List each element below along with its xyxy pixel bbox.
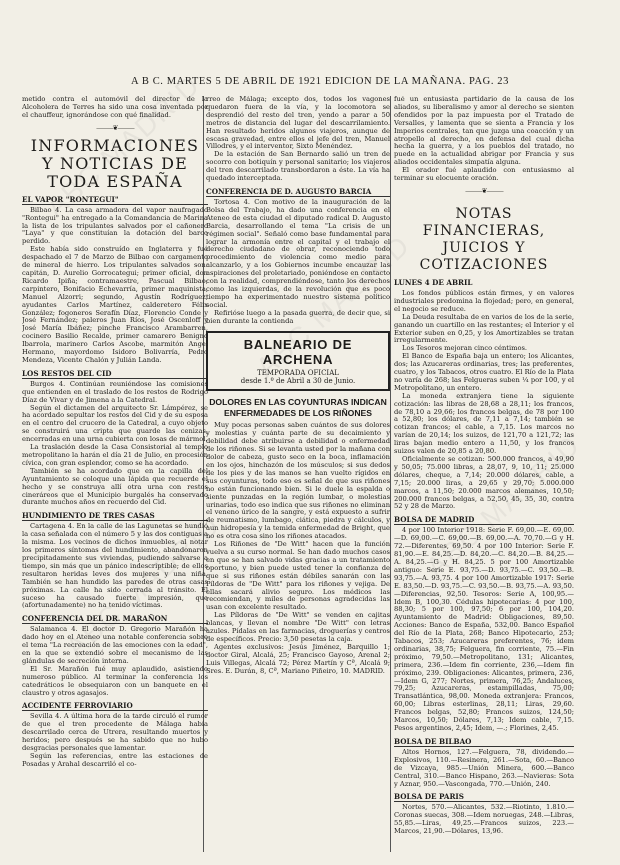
advert-title: BALNEARIO DE ARCHENA xyxy=(243,337,353,368)
paragraph: Refirióse luego a la pasada guerra, de decir que, si bien durante la contienda xyxy=(206,308,390,325)
quotes-block: Altos Hornos, 127.—Felguera, 78, dividendo.—Explosivos, 110.—Resinera, 261.—Sota, 60.—Banco de Vizcaya, 985.—Unión Minera, 600.—Banco Central, 310.—Banco Hispano, 263.—Navieras: Sota y Aznar, 950.—Vascongada, 770.—Unión, 240. xyxy=(394,747,574,788)
news-heading: BOLSA DE PARIS xyxy=(394,792,574,802)
advert-headline: DOLORES EN LAS COYUNTURAS INDICAN ENFERMEDADES DE LOS RIÑONES xyxy=(209,397,387,418)
paragraph: metido contra el automóvil del director de la Alcoholera de Terres ha sido una cosa inventada por el chauffeur, ignorándose con qué finalidad. xyxy=(22,96,208,119)
paragraph: La traslación desde la Casa Consistorial al templo metropolitano la harán el día 21 de Julio, en procesión cívica, con gran esplendor, como se ha acordado. xyxy=(22,443,208,467)
paragraph: El Sr. Marañón fué muy aplaudido, asistiendo numeroso público. Al terminar la conferencia los catedráticos le obsequiaron con un banquete en el claustro y otros agasajos. xyxy=(22,664,208,697)
column-rule xyxy=(390,96,391,852)
news-heading: CONFERENCIA DEL DR. MARAÑON xyxy=(22,614,208,624)
news-heading: EL VAPOR "RONTEGUI" xyxy=(22,195,208,205)
paragraph: Sevilla 4. A última hora de la tarde circuló el rumor de que el tren procedente de Málaga había descarrilado cerca de Utrera, resultando muertos y heridos; pero después se ha sabido que no hubo desgracias personales que lamentar. xyxy=(22,712,208,753)
paragraph: De la estación de San Bernardo salió un tren de socorro con botiquín y personal sanitario; los viajeros del tren descarrilado transbordaron a éste. La vía ha quedado interceptada. xyxy=(206,150,390,183)
paragraph: Oficialmente se cotizan: 500.000 francos, a 49,90 y 50,05; 75.000 libras, a 28,07, 9, 10, 11; 25.000 dólares, cheque, a 7,14; 20.000 dólares, cable, a 7,15; 20.000 liras, a 29,65 y 29,70; 5.000.000 marcos, a 11,50; 20.000 marcos alemanes, 10,50; 200.000 francos belgas, a 52,50, 45, 35, 30, contra 52 y 28 de Marzo. xyxy=(394,455,574,511)
news-heading: BOLSA DE MADRID xyxy=(394,515,574,525)
paragraph: Agentes exclusivos: Jesús Jiménez, Barquillo 1; doctor Giral, Alcalá, 25; Francisco Gayoso, Arenal 2; Luis Villegas, Alcalá 72; Pérez Martín y Cª, Alcalá 9; Sres. E. Durán, 8, Cª, Mariano Piñeiro, 10. MADRID. xyxy=(206,642,390,675)
paragraph: Bilbao 4. La casa armadora del vapor naufragado "Rontegui" ha entregado a la Comandancia de Marina la lista de los tripulantes salvados por el cañonero "Laya" y que constituían la dotación del barco perdido. xyxy=(22,205,208,246)
paragraph: Tortosa 4. Con motivo de la inauguración de la Bolsa del Trabajo, ha dado una conferencia en el Ateneo de esta ciudad el diputado radical D. Augusto Barcia, desarrollando el tema "La crisis de un régimen social". Señaló como base fundamental para lograr la armonía entre el capital y el trabajo el derecho ciudadano de obrar, reconociendo todo procedimiento de violencia como medio para alcanzarlo, y a los Gobiernos incumbe encauzar las aspiraciones del proletariado, poniéndose en contacto con la realidad, comprendiéndose, tanto los derechos como las izquierdas, de la revolución que es poco tiempo ha experimentado nuestro sistema político social. xyxy=(206,197,390,309)
quotes-block: Nortes, 570.—Alicantes, 532.—Riotinto, 1.810.—Coronas suecas, 308.—Idem noruegas, 248.—Libras, 55,85.—Liras, 49,25.—Francos suizos, 223.—Marcos, 21,90.—Dólares, 13,96. xyxy=(394,803,574,836)
paragraph: Cartagena 4. En la calle de las Lagunetas se hundió la casa señalada con el número 5 y las dos contiguas a la misma. Los vecinos de dichos inmuebles, al notar los primeros síntomas del hundimiento, abandonaron precipitadamente sus viviendas, pudiendo salvarse a tiempo, sin más que un pánico indescriptible; de ellos resultaron heridas leves dos mujeres y una niña. También se han hundido las paredes de otras casas próximas. La calle ha sido cerrada al tránsito. El suceso ha causado fuerte impresión, que (afortunadamente) no ha tenido víctimas. xyxy=(22,522,208,610)
date-heading: LUNES 4 DE ABRIL xyxy=(394,277,473,287)
paragraph: Las Píldoras de "De Witt" se venden en cajitas blancas, y llevan el nombre "De Witt" con letras azules. Pídalas en las farmacias, droguerías y centros de específicos. Precio: 3,50 pesetas la caja. xyxy=(206,611,390,643)
paragraph: El orador fué aplaudido con entusiasmo al terminar su elocuente oración. xyxy=(394,166,574,183)
paragraph: Los Riñones de "De Witt" hacen que la función vuelva a su curso normal. Se han dado muchos casos en que se han salvado vidas gracias a un tratamiento oportuno, y bien puede usted tener la confianza de que si sus riñones están débiles sanarán con las Píldoras de "De Witt" para los riñones y vejiga. De ellas sacará alivio seguro. Los médicos las recomiendan, y miles de personas agradecidas las usan con excelente resultado. xyxy=(206,540,390,612)
advert-subtitle: TEMPORADA OFICIAL xyxy=(257,369,339,378)
news-heading: LOS RESTOS DEL CID xyxy=(22,369,208,379)
ornament: ⸻❦⸻ xyxy=(465,186,503,195)
paragraph: Muy pocas personas saben cuántos de sus dolores y molestias y cuánta parte de su decaimiento y debilidad debe atribuirse a debilidad o enfermedad de los riñones. Si se levanta usted por la mañana con dolor de cabeza, gusto seco en la boca, inflamación en los ojos, hinchazón de los músculos; si sus dedos de los pies y de las manos se han vuelto rígidos en sus coyunturas, todo eso es señal de que sus riñones no están funcionando bien. Si le duele la espalda o siente punzadas en la región lumbar, o molestias urinarias, todo eso indica que sus riñones no eliminan el veneno úrico de la sangre, y está expuesto a sufrir de reumatismo, lumbago, ciática, piedra y cálculos, y aun hidropesía y la temida enfermedad de Bright, que no es otra cosa sino los riñones atacados. xyxy=(206,421,390,541)
paragraph: Los Tesoros mejoran cinco céntimos. xyxy=(402,344,528,353)
section-headline: INFORMACIONES Y NOTICIAS DE TODA ESPAÑA xyxy=(30,135,200,191)
news-heading: HUNDIMIENTO DE TRES CASAS xyxy=(22,511,208,521)
news-heading: CONFERENCIA DE D. AUGUSTO BARCIA xyxy=(206,187,390,197)
news-heading: ACCIDENTE FERROVIARIO xyxy=(22,701,208,711)
column-2 xyxy=(206,96,390,856)
ornament: ⸻❦⸻ xyxy=(96,123,134,132)
paragraph: fué un entusiasta partidario de la causa de los aliados, su liberalismo y amor al derecho se sienten ofendidos por la paz impuesta por el Tratado de Versalles, y lamenta que se sienta a Francia y los Imperios centrales, tan que juzga una coacción y un atropello al derecho, en defensa del cual dicha hecha la guerra, y a los pueblos del tratado, no puede en la actualidad abrigar por Francia y sus aliados occidentales simpatía alguna. xyxy=(394,96,574,167)
paragraph: Salamanca 4. El doctor D. Gregorio Marañón ha dado hoy en el Ateneo una notable conferencia sobre el tema "La recreación de las emociones con la edad", en la que se extendió sobre el mecanismo de las glándulas de secreción interna. xyxy=(22,625,208,665)
paragraph: Este había sido construído en Inglaterra y fué despachado el 7 de Marzo de Bilbao con cargamento de mineral de hierro. Los tripulantes salvados son: capitán, D. Aurelio Gorrocategui; primer oficial, don Ricardo Ipiña; contramaestre, Pascual Bilbao; carpintero, Bonifacio Echevarría, primer maquinista, Manuel Alzorri; segundo, Agustín Rodríguez; ayudantes Carlos Martínez, calderetero Félix González; fogoneros Serafín Díaz, Florencio Conde y José Fernández; paleros Juan Ríos, José Oscenloff y José María Ibáñez; pinche Francisco Arambarren, cocinero Basilio Recalde, primer camarero Benigno Ibarrola, marinero Carlos Ascobe, marmitón Angel Hermano, mayordomo Isidoro Bolivarría, Pedro Mendeza, Vicente Chalón y Julián Landa. xyxy=(22,245,208,364)
paragraph: La moneda extranjera tiene la siguiente cotización: las libras de 28,68 a 28,11; los francos, de 78,10 a 29,66; los francos belgas, de 78 por 100 a 52,80; los dólares, de 7,11 a 7,14; también se cotizan francos; el cable, a 7,15. Los marcos no varían de 20,14; los suizos, de 121,70 a 121,72; las liras bajan medio entero a 11,50, y los francos suizos valen de 20,85 a 20,80. xyxy=(394,391,574,456)
news-heading: BOLSA DE BILBAO xyxy=(394,737,574,747)
page-header: A B C. MARTES 5 DE ABRIL DE 1921 EDICION DE LA MAÑANA. PAG. 23 xyxy=(131,76,509,87)
paragraph: La Deuda resultaba de en varios de los de la serie, ganando un cuartillo en las restantes; el Interior y el Exterior suben en 0,25, y los Amortizables se tratan irregularmente. xyxy=(394,312,574,345)
advert-dates: desde 1.º de Abril a 30 de Junio. xyxy=(240,377,356,386)
paragraph: El Banco de España baja un entero; los Alicantes, dos; las Azucareras ordinarias, tres; las preferentes, cuatro, y los Tabacos, otros cuatro. El Río de la Plata no varía de 268; las Felgueras suben ¼ por 100, y el Metropolitano, un entero. xyxy=(394,352,574,392)
paragraph: Según las referencias, entre las estaciones de Posadas y Arahal descarriló el co- xyxy=(22,752,208,768)
paragraph: Burgos 4. Continúan reuniéndose las comisiones que entienden en el traslado de los restos de Rodrigo Díaz de Vivar y de Jimena a la Catedral. xyxy=(22,379,208,404)
paragraph: Los fondos públicos están firmes, y en valores industriales predomina la flojedad; pero, en general, el negocio se reduce. xyxy=(394,288,574,313)
paragraph: También se ha acordado que en la capilla del Ayuntamiento se coloque una lápida que recuerde el hecho y se construya allí otra urna con restos cineráreos que el Municipio burgalés ha conservado durante muchos años en recuerdo del Cid. xyxy=(22,466,208,507)
paragraph: Según el dictamen del arquitecto Sr. Lámpérez, se ha acordado sepultar los restos del Cid y de su esposa en el centro del crucero de la Catedral, a cuyo objeto se construirá una cripta que guarde las cenizas, encerradas en una urna cubierta con losas de mármol. xyxy=(22,403,208,444)
quotes-block: 4 por 100 Interior 1918: Serie F. 69,00.—E. 69,00.—D. 69,00.—C. 69,00.—B. 69,00.—A. 70,70.—G y H. 72.—Diferentes, 69,50. 4 por 100 Interior: Serie F. 81,90.—E. 84,25.—D. 84,20.—C. 84,20.—B. 84,25.—A. 84,25.—G y H. 84,25. 5 por 100 Amortizable antiguo: Serie E. 93,75.—D. 93,75.—C. 93,50.—B. 93,75.—A. 93,75. 4 por 100 Amortizable 1917: Serie E. 83,50.—D. 93,75.—C. 93,50.—B. 93,75.—A. 93,50.—Diferencias, 92,50. Tesoros: Serie A, 100,95.—Idem B, 100,30. Cédulas hipotecarias: 4 por 100, 88,30; 5 por 100, 97,50; 6 por 100, 104,20. Ayuntamiento de Madrid: Obligaciones, 89,50. Acciones: Banco de España, 532,00. Banco Español del Río de la Plata, 268; Banco Hipotecario, 253; Tabacos, 253; Azucareras preferentes, 76; idem ordinarias, 38,75; Felguera, fin corriente, 75.—Fin próximo, 79,50.—Metropolitano, 131; Alicantes, primera, 236.—Idem fin corriente, 236,—Idem fin próximo, 239. Obligaciones: Alicantes, primera, 236,—Idem G, 277; Nortes, primera, 76,25; Andaluces, 79,25; Azucareras, estampilladas, 75,00; Transatlántica, 98,00. Moneda extranjera: Francos, 60,00; Libras esterlinas, 28,11; Liras, 29,60. Francos belgas, 52,80; Francos suizos, 124,50; Marcos, 10,50; Dólares, 7,13; Idem cable, 7,15. Pesos argentinos, 2,45; Idem, —.; Florines, 2,45. xyxy=(394,526,574,732)
section-headline: NOTAS FINANCIERAS, JUICIOS Y COTIZACIONES xyxy=(419,205,549,273)
paragraph: rreo de Málaga; excepto dos, todos los vagones quedaron fuera de la vía, y la locomotora se desprendió del resto del tren, yendo a parar a 50 metros de distancia del lugar del descarrilamiento. Han resultado heridos algunos viajeros, aunque de escasa gravedad, entre ellos el jefe del tren, Manuel Villodres, y el interventor, Sixto Menéndez. xyxy=(206,96,390,151)
